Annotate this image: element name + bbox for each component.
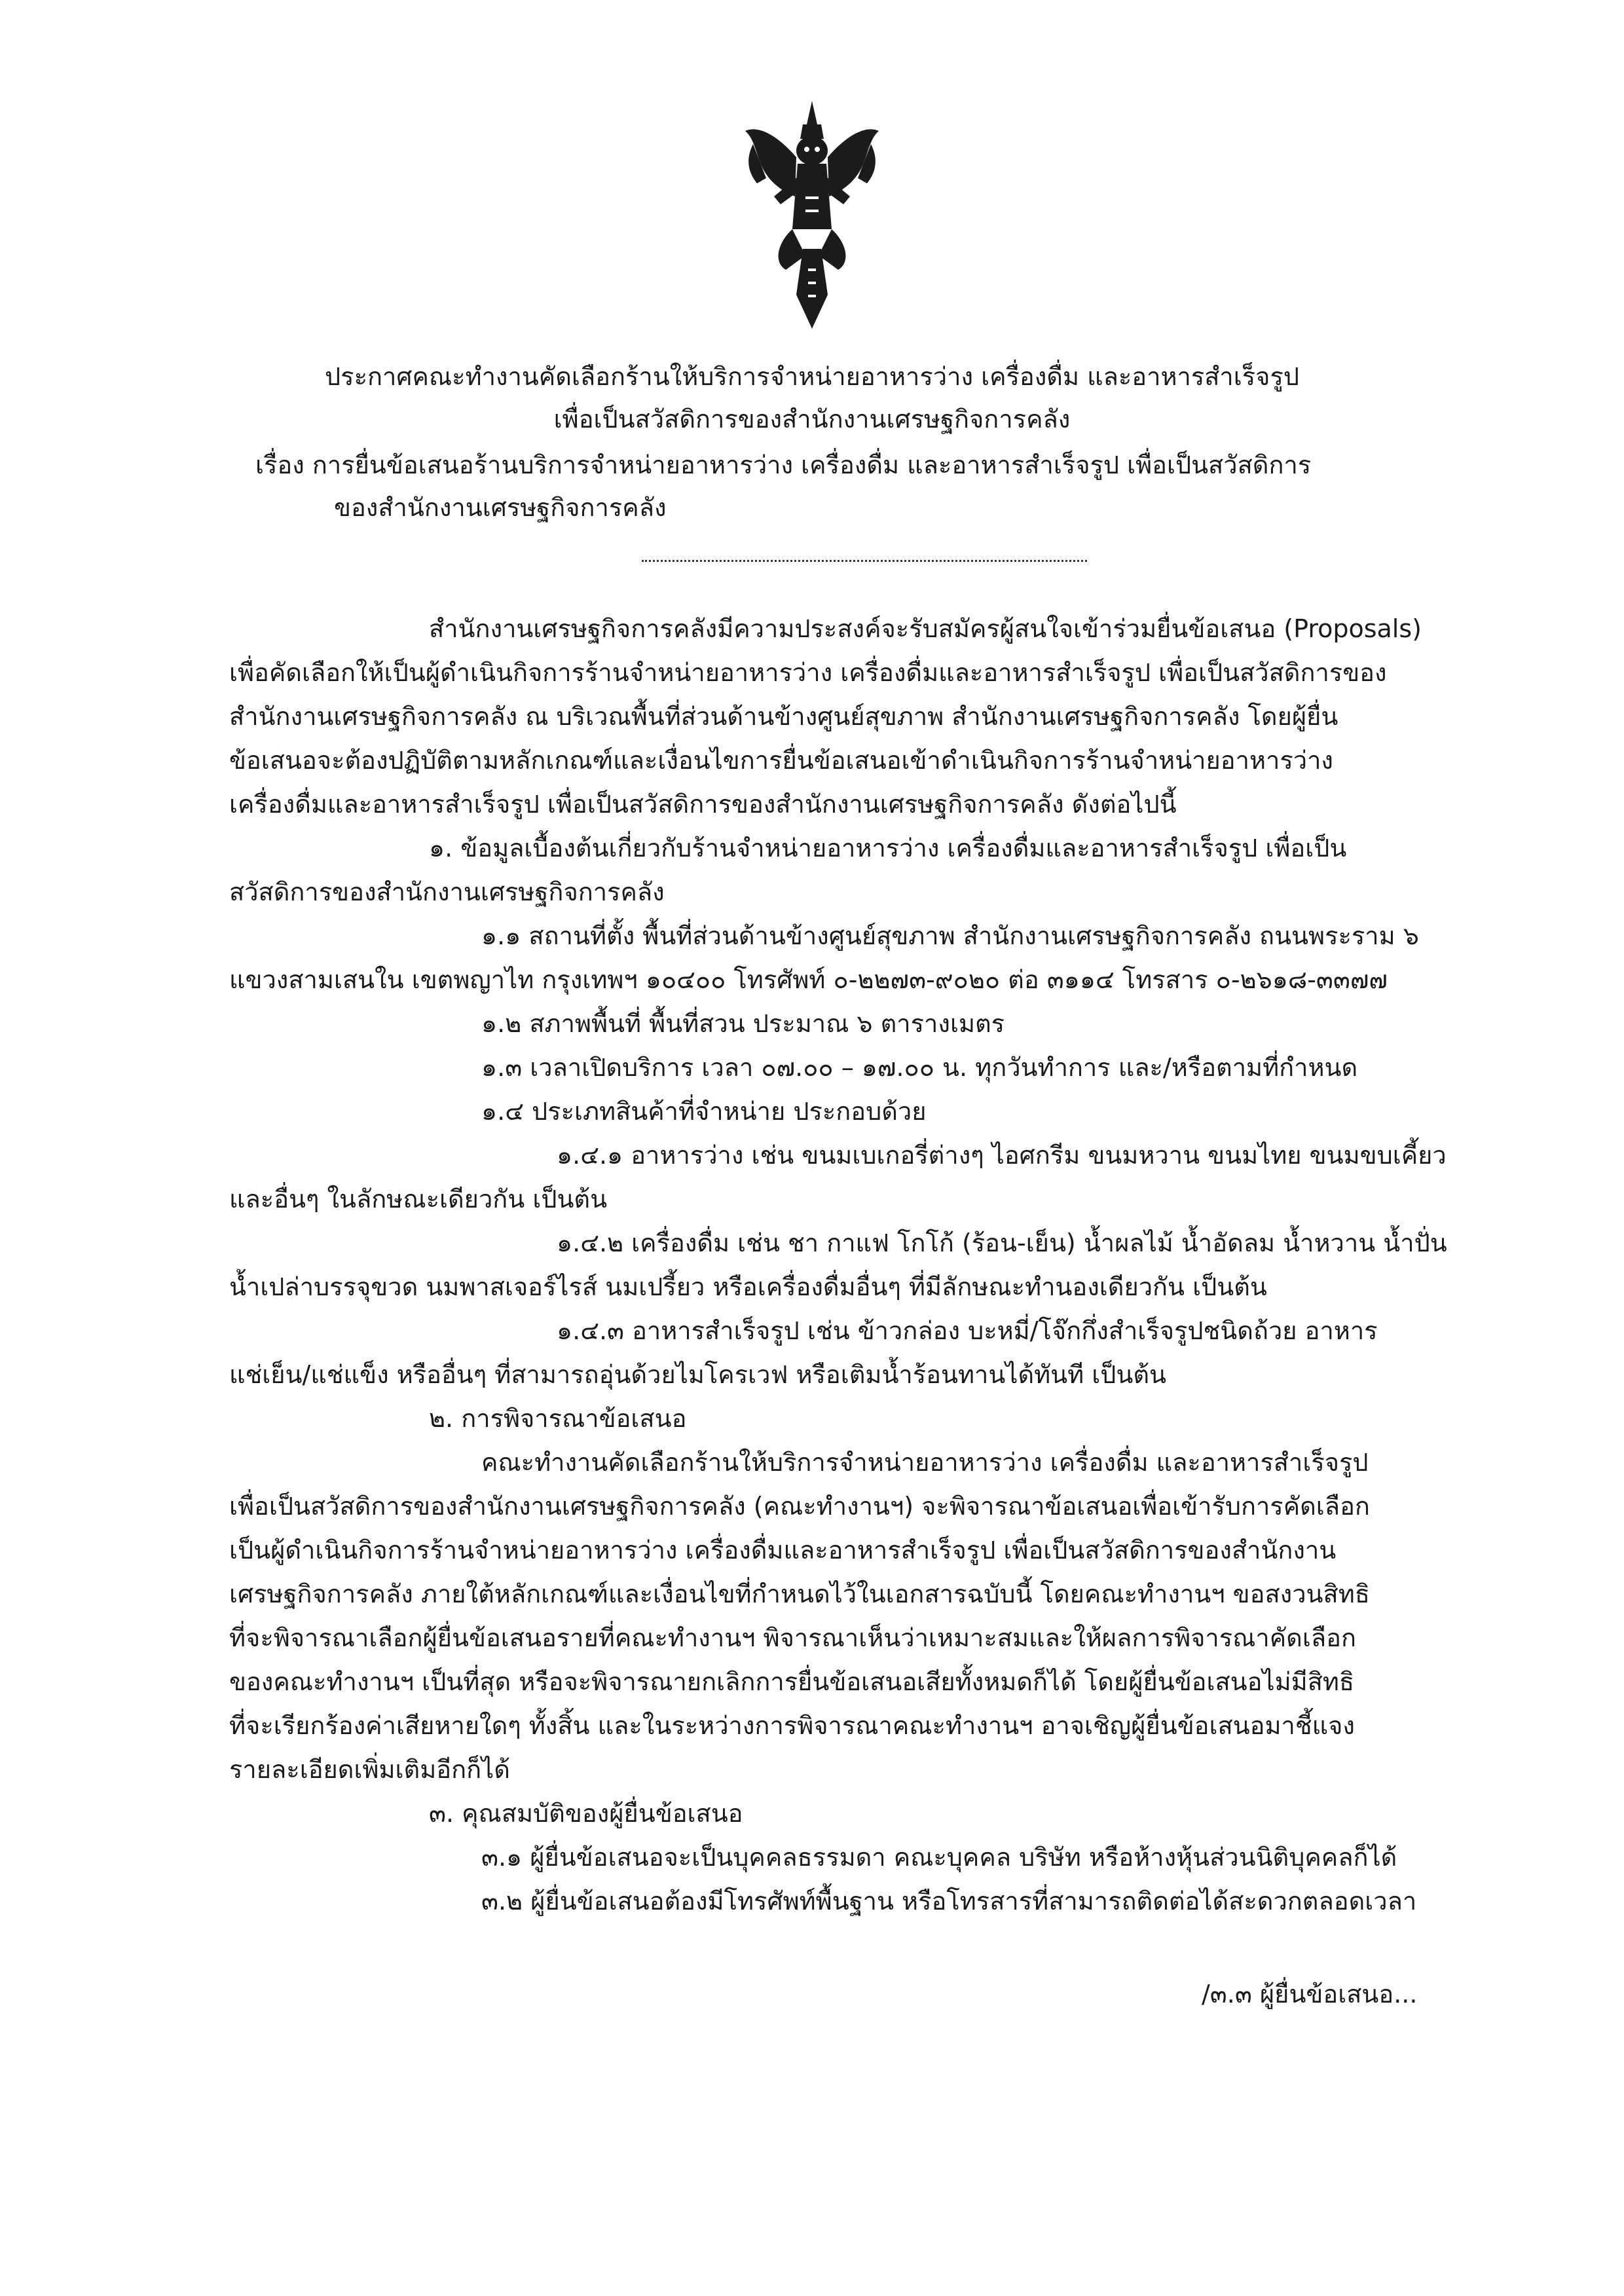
body-line: เครื่องดื่มและอาหารสำเร็จรูป เพื่อเป็นสวัสดิการของสำนักงานเศรษฐกิจการคลัง ดังต่อไปนี้	[229, 790, 1177, 819]
body-line: แขวงสามเสนใน เขตพญาไท กรุงเทพฯ ๑๐๔๐๐ โทรศัพท์ ๐-๒๒๗๓-๙๐๒๐ ต่อ ๓๑๑๔ โทรสาร ๐-๒๖๑๘-๓๓๗๗	[229, 965, 1388, 994]
item-3-2: ๓.๒ ผู้ยื่นข้อเสนอต้องมีโทรศัพท์พื้นฐาน หรือโทรสารที่สามารถติดต่อได้สะดวกตลอดเวลา	[481, 1887, 1417, 1916]
body-line: แช่เย็น/แช่แข็ง หรืออื่นๆ ที่สามารถอุ่นด้วยไมโครเวฟ หรือเติมน้ำร้อนทานได้ทันที เป็นต้น	[229, 1360, 1167, 1389]
item-1-1: ๑.๑ สถานที่ตั้ง พื้นที่ส่วนด้านข้างศูนย์สุขภาพ สำนักงานเศรษฐกิจการคลัง ถนนพระราม ๖	[481, 921, 1419, 950]
body-line: ที่จะพิจารณาเลือกผู้ยื่นข้อเสนอรายที่คณะทำงานฯ พิจารณาเห็นว่าเหมาะสมและให้ผลการพิจารณาคัดเลือก	[229, 1623, 1356, 1652]
item-1-2: ๑.๒ สภาพพื้นที่ พื้นที่สวน ประมาณ ๖ ตารางเมตร	[481, 1009, 1005, 1038]
section-2-heading: ๒. การพิจารณาข้อเสนอ	[429, 1404, 687, 1433]
section-1-heading: ๑. ข้อมูลเบื้องต้นเกี่ยวกับร้านจำหน่ายอาหารว่าง เครื่องดื่มและอาหารสำเร็จรูป เพื่อเป็น	[429, 834, 1347, 862]
body-line: ที่จะเรียกร้องค่าเสียหายใดๆ ทั้งสิ้น และในระหว่างการพิจารณาคณะทำงานฯ อาจเชิญผู้ยื่นข้อเสนอมาชี้แจง	[229, 1711, 1355, 1740]
body-line: สำนักงานเศรษฐกิจการคลังมีความประสงค์จะรับสมัครผู้สนใจเข้าร่วมยื่นข้อเสนอ (Proposals)	[429, 614, 1422, 643]
subject-line-2: ของสำนักงานเศรษฐกิจการคลัง	[334, 493, 667, 522]
garuda-emblem-icon	[740, 98, 884, 334]
announcement-title-line-2: เพื่อเป็นสวัสดิการของสำนักงานเศรษฐกิจการคลัง	[553, 405, 1071, 434]
section-3-heading: ๓. คุณสมบัติของผู้ยื่นข้อเสนอ	[429, 1799, 743, 1828]
item-1-3: ๑.๓ เวลาเปิดบริการ เวลา ๐๗.๐๐ – ๑๗.๐๐ น. ทุกวันทำการ และ/หรือตามที่กำหนด	[481, 1053, 1358, 1082]
body-line: สวัสดิการของสำนักงานเศรษฐกิจการคลัง	[229, 878, 665, 906]
item-1-4-2: ๑.๔.๒ เครื่องดื่ม เช่น ชา กาแฟ โกโก้ (ร้อน-เย็น) น้ำผลไม้ น้ำอัดลม น้ำหวาน น้ำปั่น	[557, 1229, 1447, 1257]
dotted-divider	[642, 560, 1087, 562]
item-3-1: ๓.๑ ผู้ยื่นข้อเสนอจะเป็นบุคคลธรรมดา คณะบุคคล บริษัท หรือห้างหุ้นส่วนนิติบุคคลก็ได้	[481, 1843, 1397, 1872]
body-line: สำนักงานเศรษฐกิจการคลัง ณ บริเวณพื้นที่ส่วนด้านข้างศูนย์สุขภาพ สำนักงานเศรษฐกิจการคลัง โดยผู้ยื่น	[229, 702, 1338, 731]
announcement-title-line-1: ประกาศคณะทำงานคัดเลือกร้านให้บริการจำหน่ายอาหารว่าง เครื่องดื่ม และอาหารสำเร็จรูป	[325, 362, 1299, 391]
body-line: และอื่นๆ ในลักษณะเดียวกัน เป็นต้น	[229, 1185, 608, 1213]
body-line: เพื่อเป็นสวัสดิการของสำนักงานเศรษฐกิจการคลัง (คณะทำงานฯ) จะพิจารณาข้อเสนอเพื่อเข้ารับการคัดเลือก	[229, 1492, 1370, 1521]
body-line: คณะทำงานคัดเลือกร้านให้บริการจำหน่ายอาหารว่าง เครื่องดื่ม และอาหารสำเร็จรูป	[481, 1448, 1369, 1477]
body-line: เพื่อคัดเลือกให้เป็นผู้ดำเนินกิจการร้านจำหน่ายอาหารว่าง เครื่องดื่มและอาหารสำเร็จรูป เพื่อเป็นสวัสดิการของ	[229, 658, 1387, 687]
continuation-note: /๓.๓ ผู้ยื่นข้อเสนอ...	[1202, 1980, 1418, 2009]
subject-line-1: เรื่อง การยื่นข้อเสนอร้านบริการจำหน่ายอาหารว่าง เครื่องดื่ม และอาหารสำเร็จรูป เพื่อเป็นสวัสดิการ	[255, 451, 1312, 479]
body-line: ข้อเสนอจะต้องปฏิบัติตามหลักเกณฑ์และเงื่อนไขการยื่นข้อเสนอเข้าดำเนินกิจการร้านจำหน่ายอาหารว่าง	[229, 746, 1333, 775]
body-line: เป็นผู้ดำเนินกิจการร้านจำหน่ายอาหารว่าง เครื่องดื่มและอาหารสำเร็จรูป เพื่อเป็นสวัสดิการของสำนักงาน	[229, 1536, 1337, 1565]
item-1-4: ๑.๔ ประเภทสินค้าที่จำหน่าย ประกอบด้วย	[481, 1097, 927, 1126]
item-1-4-1: ๑.๔.๑ อาหารว่าง เช่น ขนมเบเกอรี่ต่างๆ ไอศกรีม ขนมหวาน ขนมไทย ขนมขบเคี้ยว	[557, 1141, 1447, 1170]
body-line: รายละเอียดเพิ่มเติมอีกก็ได้	[229, 1755, 510, 1784]
item-1-4-3: ๑.๔.๓ อาหารสำเร็จรูป เช่น ข้าวกล่อง บะหมี่/โจ๊กกึ่งสำเร็จรูปชนิดถ้วย อาหาร	[557, 1316, 1378, 1345]
body-line: น้ำเปล่าบรรจุขวด นมพาสเจอร์ไรส์ นมเปรี้ยว หรือเครื่องดื่มอื่นๆ ที่มีลักษณะทำนองเดียวกัน เป็นต้น	[229, 1272, 1267, 1301]
body-line: ของคณะทำงานฯ เป็นที่สุด หรือจะพิจารณายกเลิกการยื่นข้อเสนอเสียทั้งหมดก็ได้ โดยผู้ยื่นข้อเสนอไม่มีสิทธิ	[229, 1667, 1355, 1696]
body-line: เศรษฐกิจการคลัง ภายใต้หลักเกณฑ์และเงื่อนไขที่กำหนดไว้ในเอกสารฉบับนี้ โดยคณะทำงานฯ ขอสงวนสิทธิ	[229, 1580, 1370, 1608]
